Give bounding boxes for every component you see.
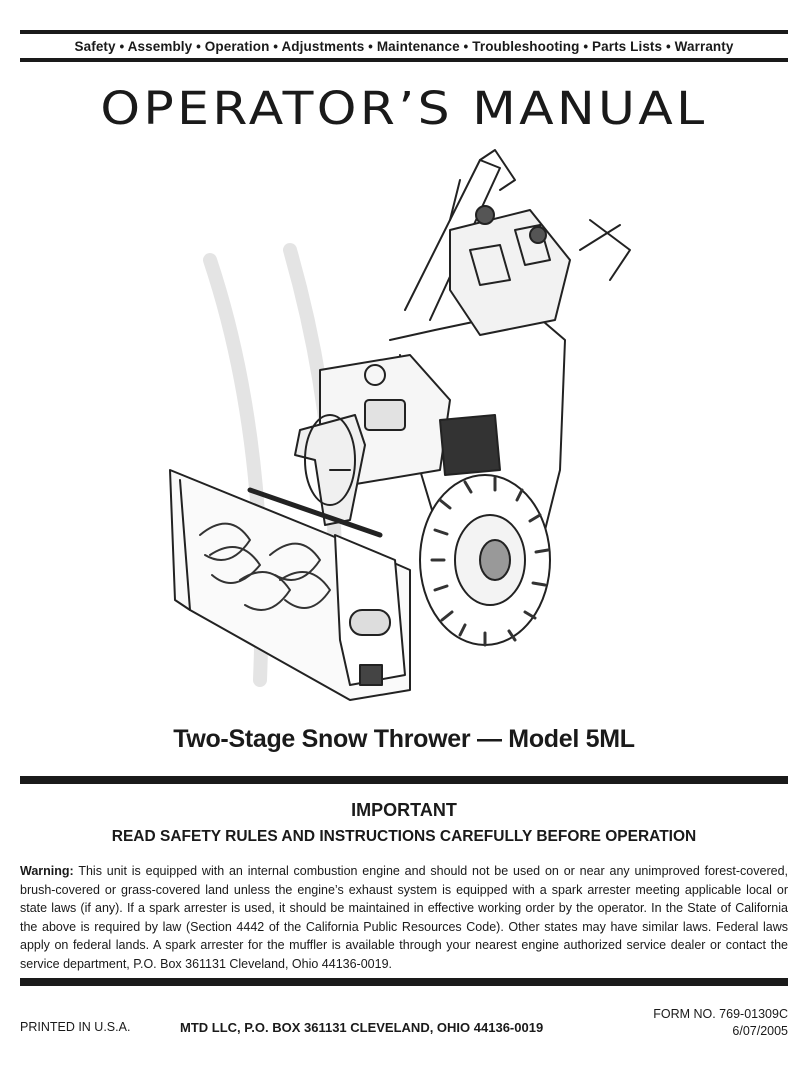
company-address: MTD LLC, P.O. BOX 361131 CLEVELAND, OHIO 44136-0019	[180, 1020, 544, 1035]
form-number: FORM NO. 769-01309C	[653, 1007, 788, 1021]
section-nav-text: Safety • Assembly • Operation • Adjustments • Maintenance • Troubleshooting • Parts Lists • Warranty	[74, 38, 734, 54]
snow-thrower-illustration	[150, 140, 650, 720]
warning-label: Warning:	[20, 864, 74, 878]
section-divider	[20, 776, 788, 784]
printed-in-label: PRINTED IN U.S.A.	[20, 1020, 131, 1034]
warning-paragraph	[20, 862, 788, 973]
section-nav-bar	[20, 30, 788, 62]
model-subtitle: Two-Stage Snow Thrower — Model 5ML	[173, 725, 635, 753]
page-title: OPERATOR’S MANUAL	[100, 82, 708, 135]
read-rules-instruction: READ SAFETY RULES AND INSTRUCTIONS CAREFULLY BEFORE OPERATION	[111, 828, 697, 845]
warning-text: This unit is equipped with an internal combustion engine and should not be used on or near any unimproved forest-covered, brush-covered or grass-covered land unless the engine’s exhaust system is equipped with a spark arrester meeting applicable local or state laws (if any). If a spark arrester is used, it should be maintained in effective working order by the operator. In the State of California the above is required by law (Section 4442 of the California Public Resources Code). Other states may have similar laws. Federal laws apply on federal lands. A spark arrester for the muffler is available through your nearest engine authorized service dealer or contact the service department, P.O. Box 361131 Cleveland, Ohio 44136-0019.	[20, 864, 789, 971]
important-heading: IMPORTANT	[351, 800, 457, 820]
footer-divider	[20, 978, 788, 986]
form-date: 6/07/2005	[732, 1024, 788, 1038]
form-info	[653, 1006, 788, 1040]
